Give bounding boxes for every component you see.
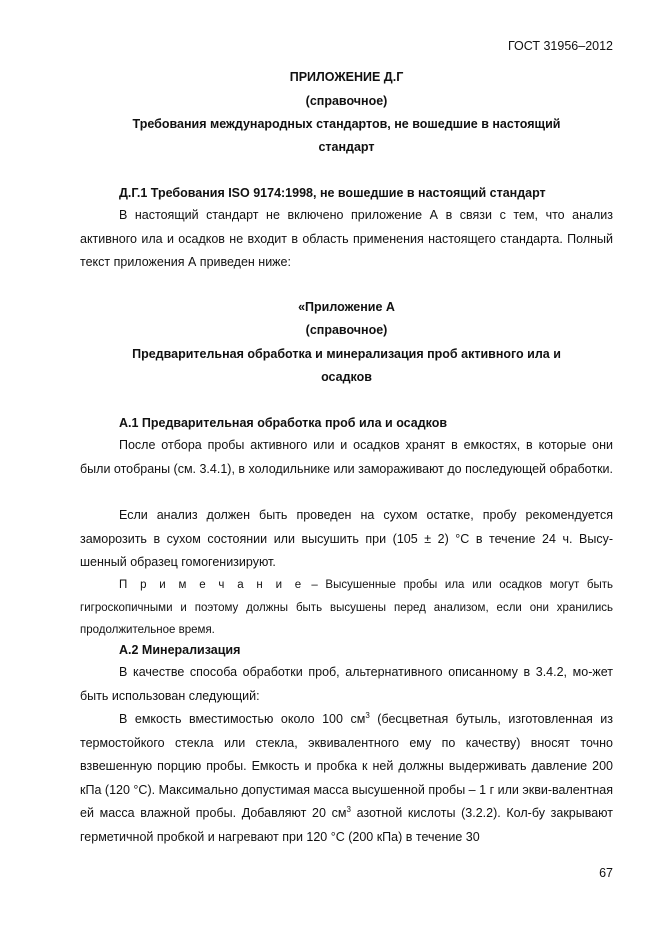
section-a1-heading: А.1 Предварительная обработка проб ила и осадков <box>119 416 448 430</box>
appendix-a-title: «Приложение А <box>298 300 395 314</box>
page-number: 67 <box>599 866 613 880</box>
section-a2-paragraph-2: В емкость вместимостью около 100 $см^3$ (бесцветная бутыль, изготовленная из термостойкого стекла или стекла, эквивалентного ему по качеству) вносят точно взвешенную порцию пробы. Емкость и пробка к ней должны выдерживать давление 200 кПа (120 °С). Максимально допустимая масса высушенной пробы – 1 г или экви-валентная ей масса влажной пробы. Добавляют 20 $см^3$ азотной кислоты (3.2.2). Кол-бу закрывают герметичной пробкой и нагревают при 120 °С (200 кПа) в течение 30 <box>80 710 613 844</box>
document-id: ГОСТ 31956–2012 <box>507 39 613 53</box>
section-a2-heading: А.2 Минерализация <box>119 643 241 657</box>
appendix-g-status: (справочное) <box>305 94 388 108</box>
section-g1-paragraph: В настоящий стандарт не включено приложение А в связи с тем, что анализ активного ила и осадков не входит в область применения настоящего стандарта. Полный текст приложения А приведен ниже: <box>80 208 613 269</box>
section-a2-paragraph-1: В качестве способа обработки проб, альтернативного описанному в 3.4.2, мо-жет быть использован следующий: <box>80 665 613 703</box>
section-a1-paragraph-2: Если анализ должен быть проведен на сухом остатке, пробу рекомендуется заморозить в сухом состоянии или высушить при (105 ± 2) °С в течение 24 ч. Высу-шенный образец гомогенизируют. <box>80 508 613 569</box>
section-a1-paragraph-1: После отбора пробы активного или и осадков хранят в емкостях, в которые они были отобраны (см. 3.4.1), в холодильнике или замораживают до последующей обработки. <box>80 438 613 476</box>
appendix-a-subtitle-line1: Предварительная обработка и минерализация проб активного ила и <box>132 347 561 361</box>
appendix-g-subtitle-line1: Требования международных стандартов, не вошедшие в настоящий <box>132 117 561 131</box>
section-a1-note: П р и м е ч а н и е – Высушенные пробы ила или осадков могут быть гигроскопичными и поэтому должны быть высушены перед анализом, если они хранились продолжительное время. <box>80 579 613 636</box>
appendix-g-subtitle-line2: стандарт <box>318 140 375 154</box>
note-label: П р и м е ч а н и е <box>119 579 304 591</box>
appendix-a-status: (справочное) <box>305 323 388 337</box>
appendix-g-title: ПРИЛОЖЕНИЕ Д.Г <box>289 70 404 84</box>
section-g1-heading: Д.Г.1 Требования ISO 9174:1998, не вошедшие в настоящий стандарт <box>119 186 546 200</box>
appendix-a-subtitle-line2: осадков <box>321 370 372 384</box>
